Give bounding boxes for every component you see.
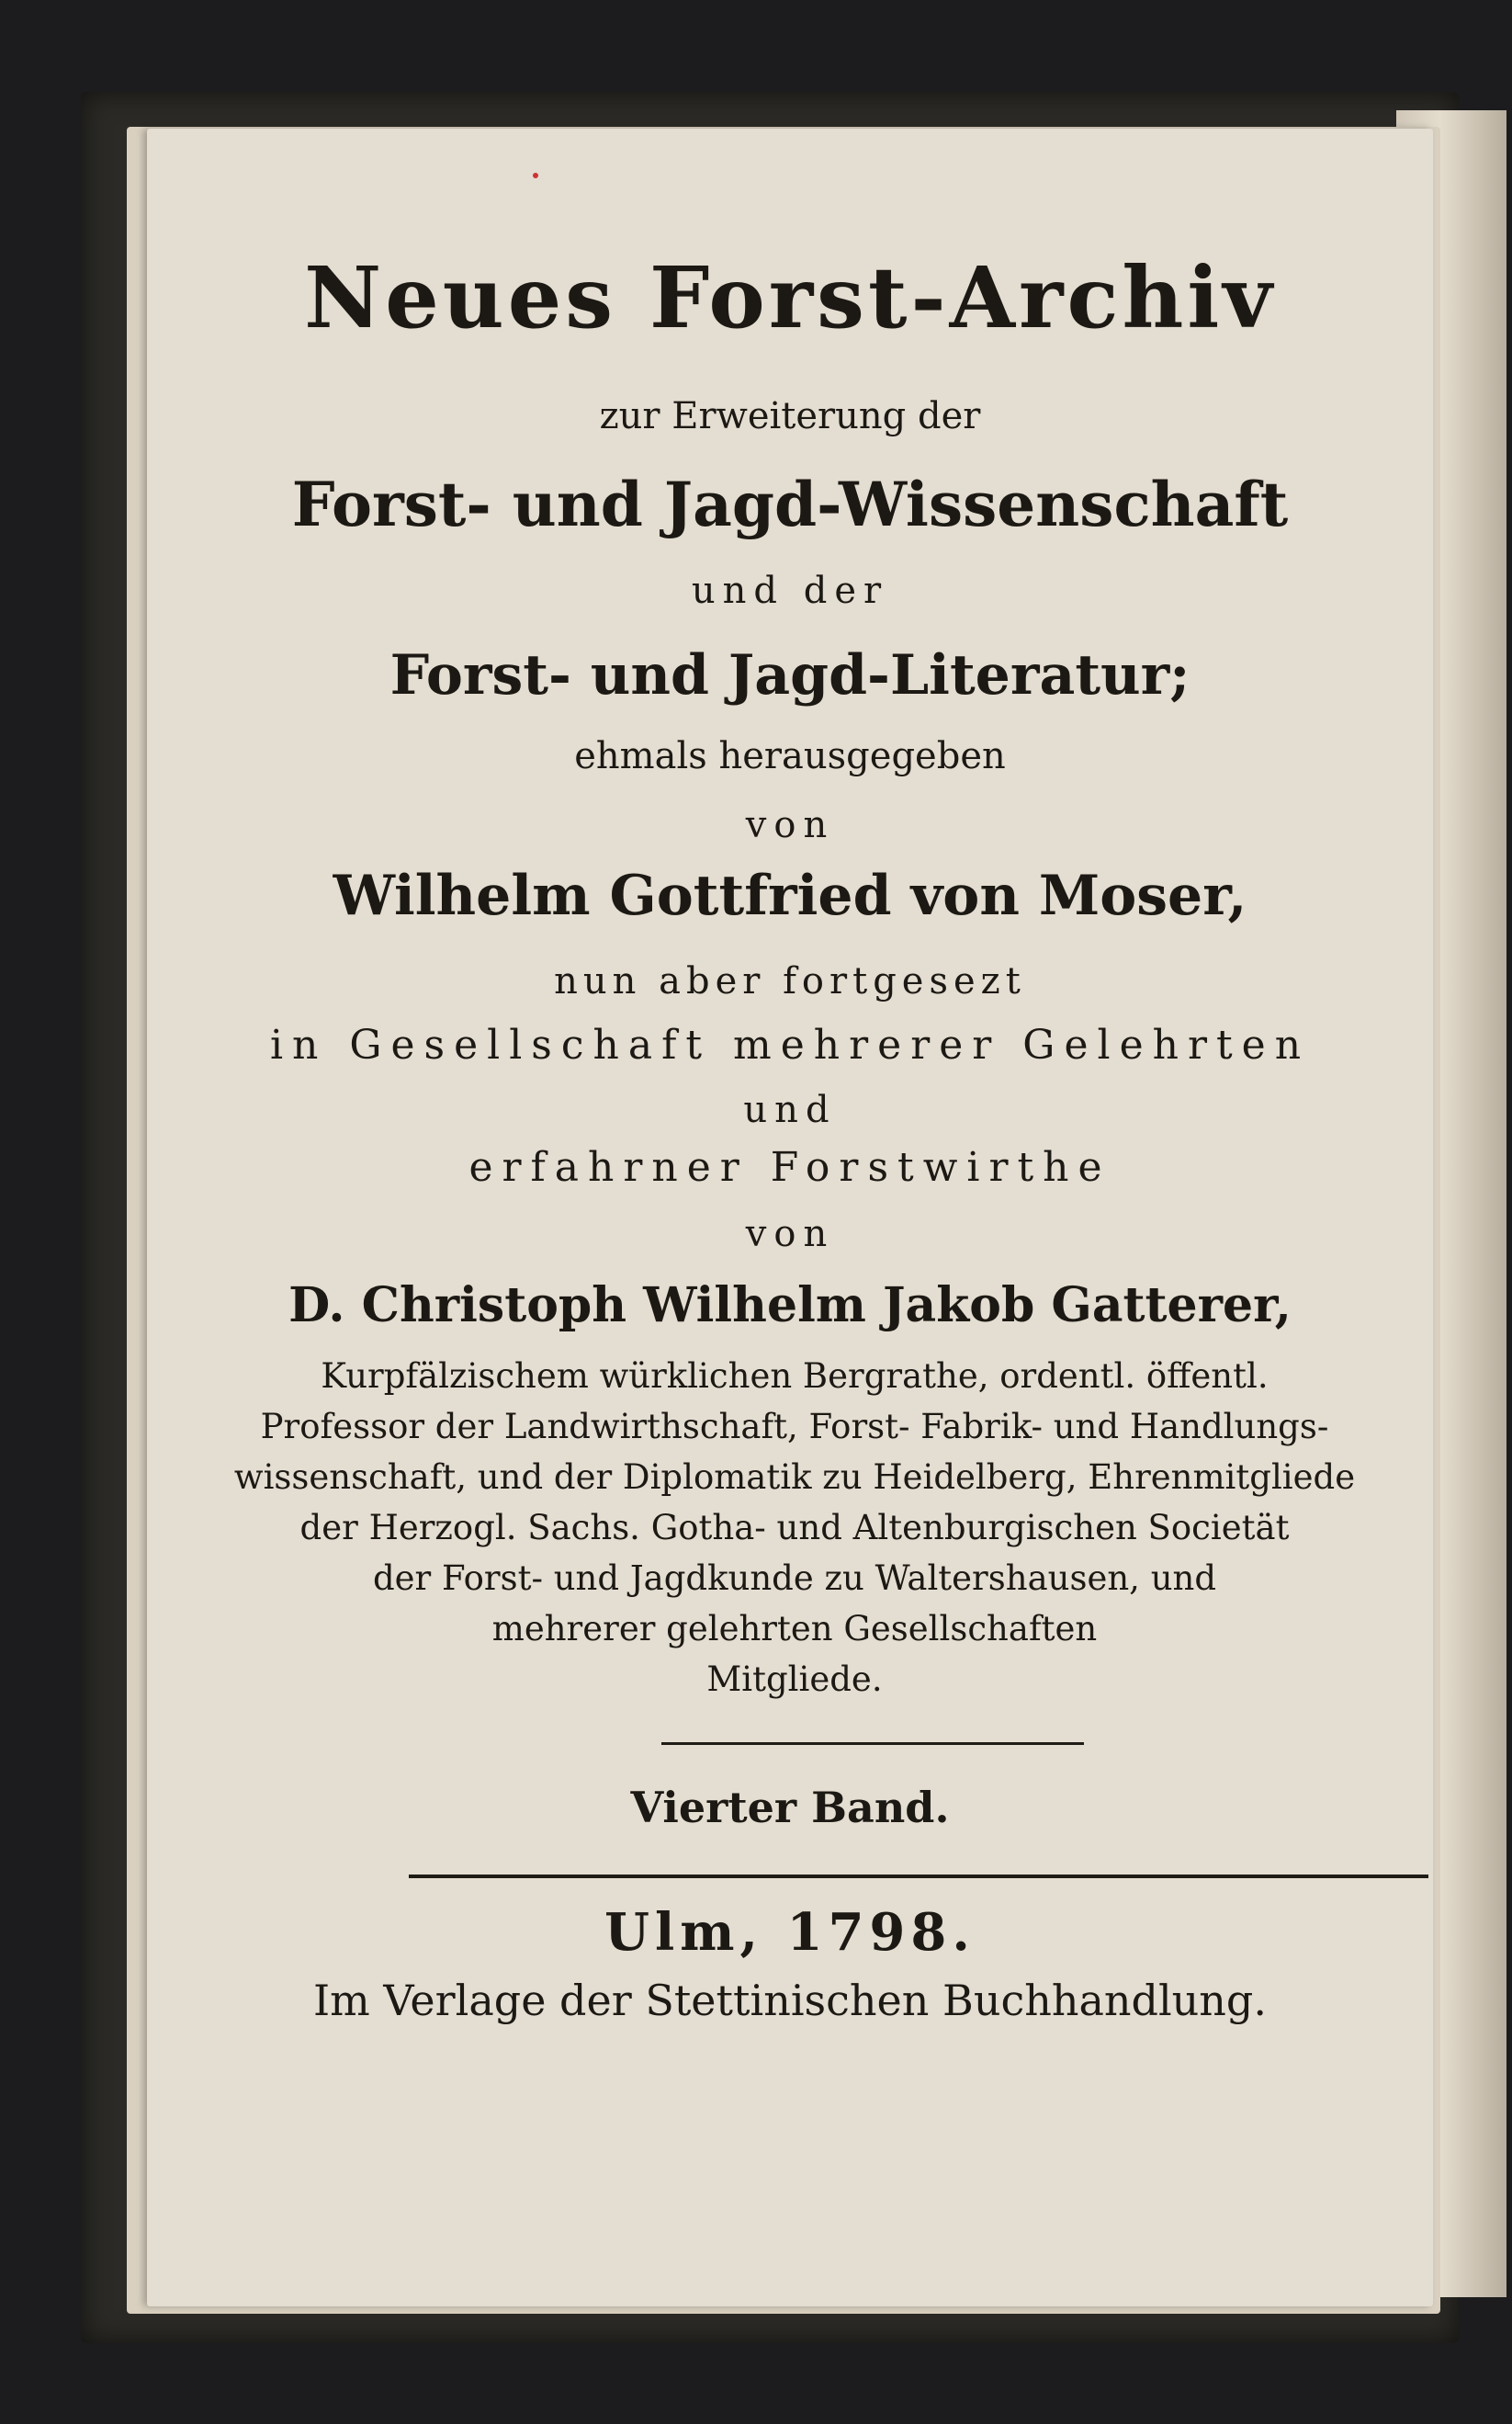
place-and-year: Ulm, 1798. bbox=[604, 1902, 976, 1963]
volume-label: Vierter Band. bbox=[630, 1783, 950, 1832]
subtitle-line-12: von bbox=[745, 1213, 835, 1255]
description-line: Kurpfälzischem würklichen Bergrathe, ordentl. öffentl. bbox=[321, 1356, 1269, 1396]
author-name: D. Christoph Wilhelm Jakob Gatterer, bbox=[288, 1277, 1292, 1333]
subtitle-line-1: zur Erweiterung der bbox=[599, 395, 981, 437]
subtitle-line-2: Forst- und Jagd-Wissenschaft bbox=[291, 469, 1289, 540]
divider-rule-lower bbox=[409, 1875, 1428, 1878]
description-line: wissenschaft, und der Diplomatik zu Heidelberg, Ehrenmitgliede bbox=[233, 1457, 1356, 1497]
subtitle-line-5: ehmals herausgegeben bbox=[574, 735, 1006, 777]
main-title: Neues Forst-Archiv bbox=[304, 248, 1276, 347]
description-line: Mitgliede. bbox=[706, 1659, 883, 1699]
subtitle-line-8: nun aber fortgesezt bbox=[554, 960, 1026, 1002]
subtitle-line-4: Forst- und Jagd-Literatur; bbox=[389, 643, 1190, 708]
subtitle-line-11: erfahrner Forstwirthe bbox=[468, 1144, 1111, 1191]
title-page-content bbox=[147, 129, 1433, 2306]
description-line: der Herzogl. Sachs. Gotha- und Altenburgischen Societät bbox=[299, 1508, 1290, 1547]
subtitle-line-10: und bbox=[743, 1089, 837, 1131]
description-line: Professor der Landwirthschaft, Forst- Fabrik- und Handlungs- bbox=[260, 1407, 1329, 1446]
subtitle-line-9: in Gesellschaft mehrerer Gelehrten bbox=[269, 1022, 1311, 1069]
subtitle-line-6: von bbox=[745, 804, 835, 846]
original-editor-name: Wilhelm Gottfried von Moser, bbox=[333, 864, 1247, 928]
description-line: mehrerer gelehrten Gesellschaften bbox=[491, 1609, 1098, 1648]
author-description bbox=[230, 1351, 1360, 1705]
divider-rule-upper bbox=[661, 1742, 1084, 1745]
description-line: der Forst- und Jagdkunde zu Waltershausen, und bbox=[372, 1558, 1217, 1598]
publisher-line: Im Verlage der Stettinischen Buchhandlung. bbox=[312, 1976, 1267, 2025]
ink-speck bbox=[533, 173, 538, 178]
subtitle-line-3: und der bbox=[691, 570, 889, 612]
title-page bbox=[147, 129, 1433, 2306]
